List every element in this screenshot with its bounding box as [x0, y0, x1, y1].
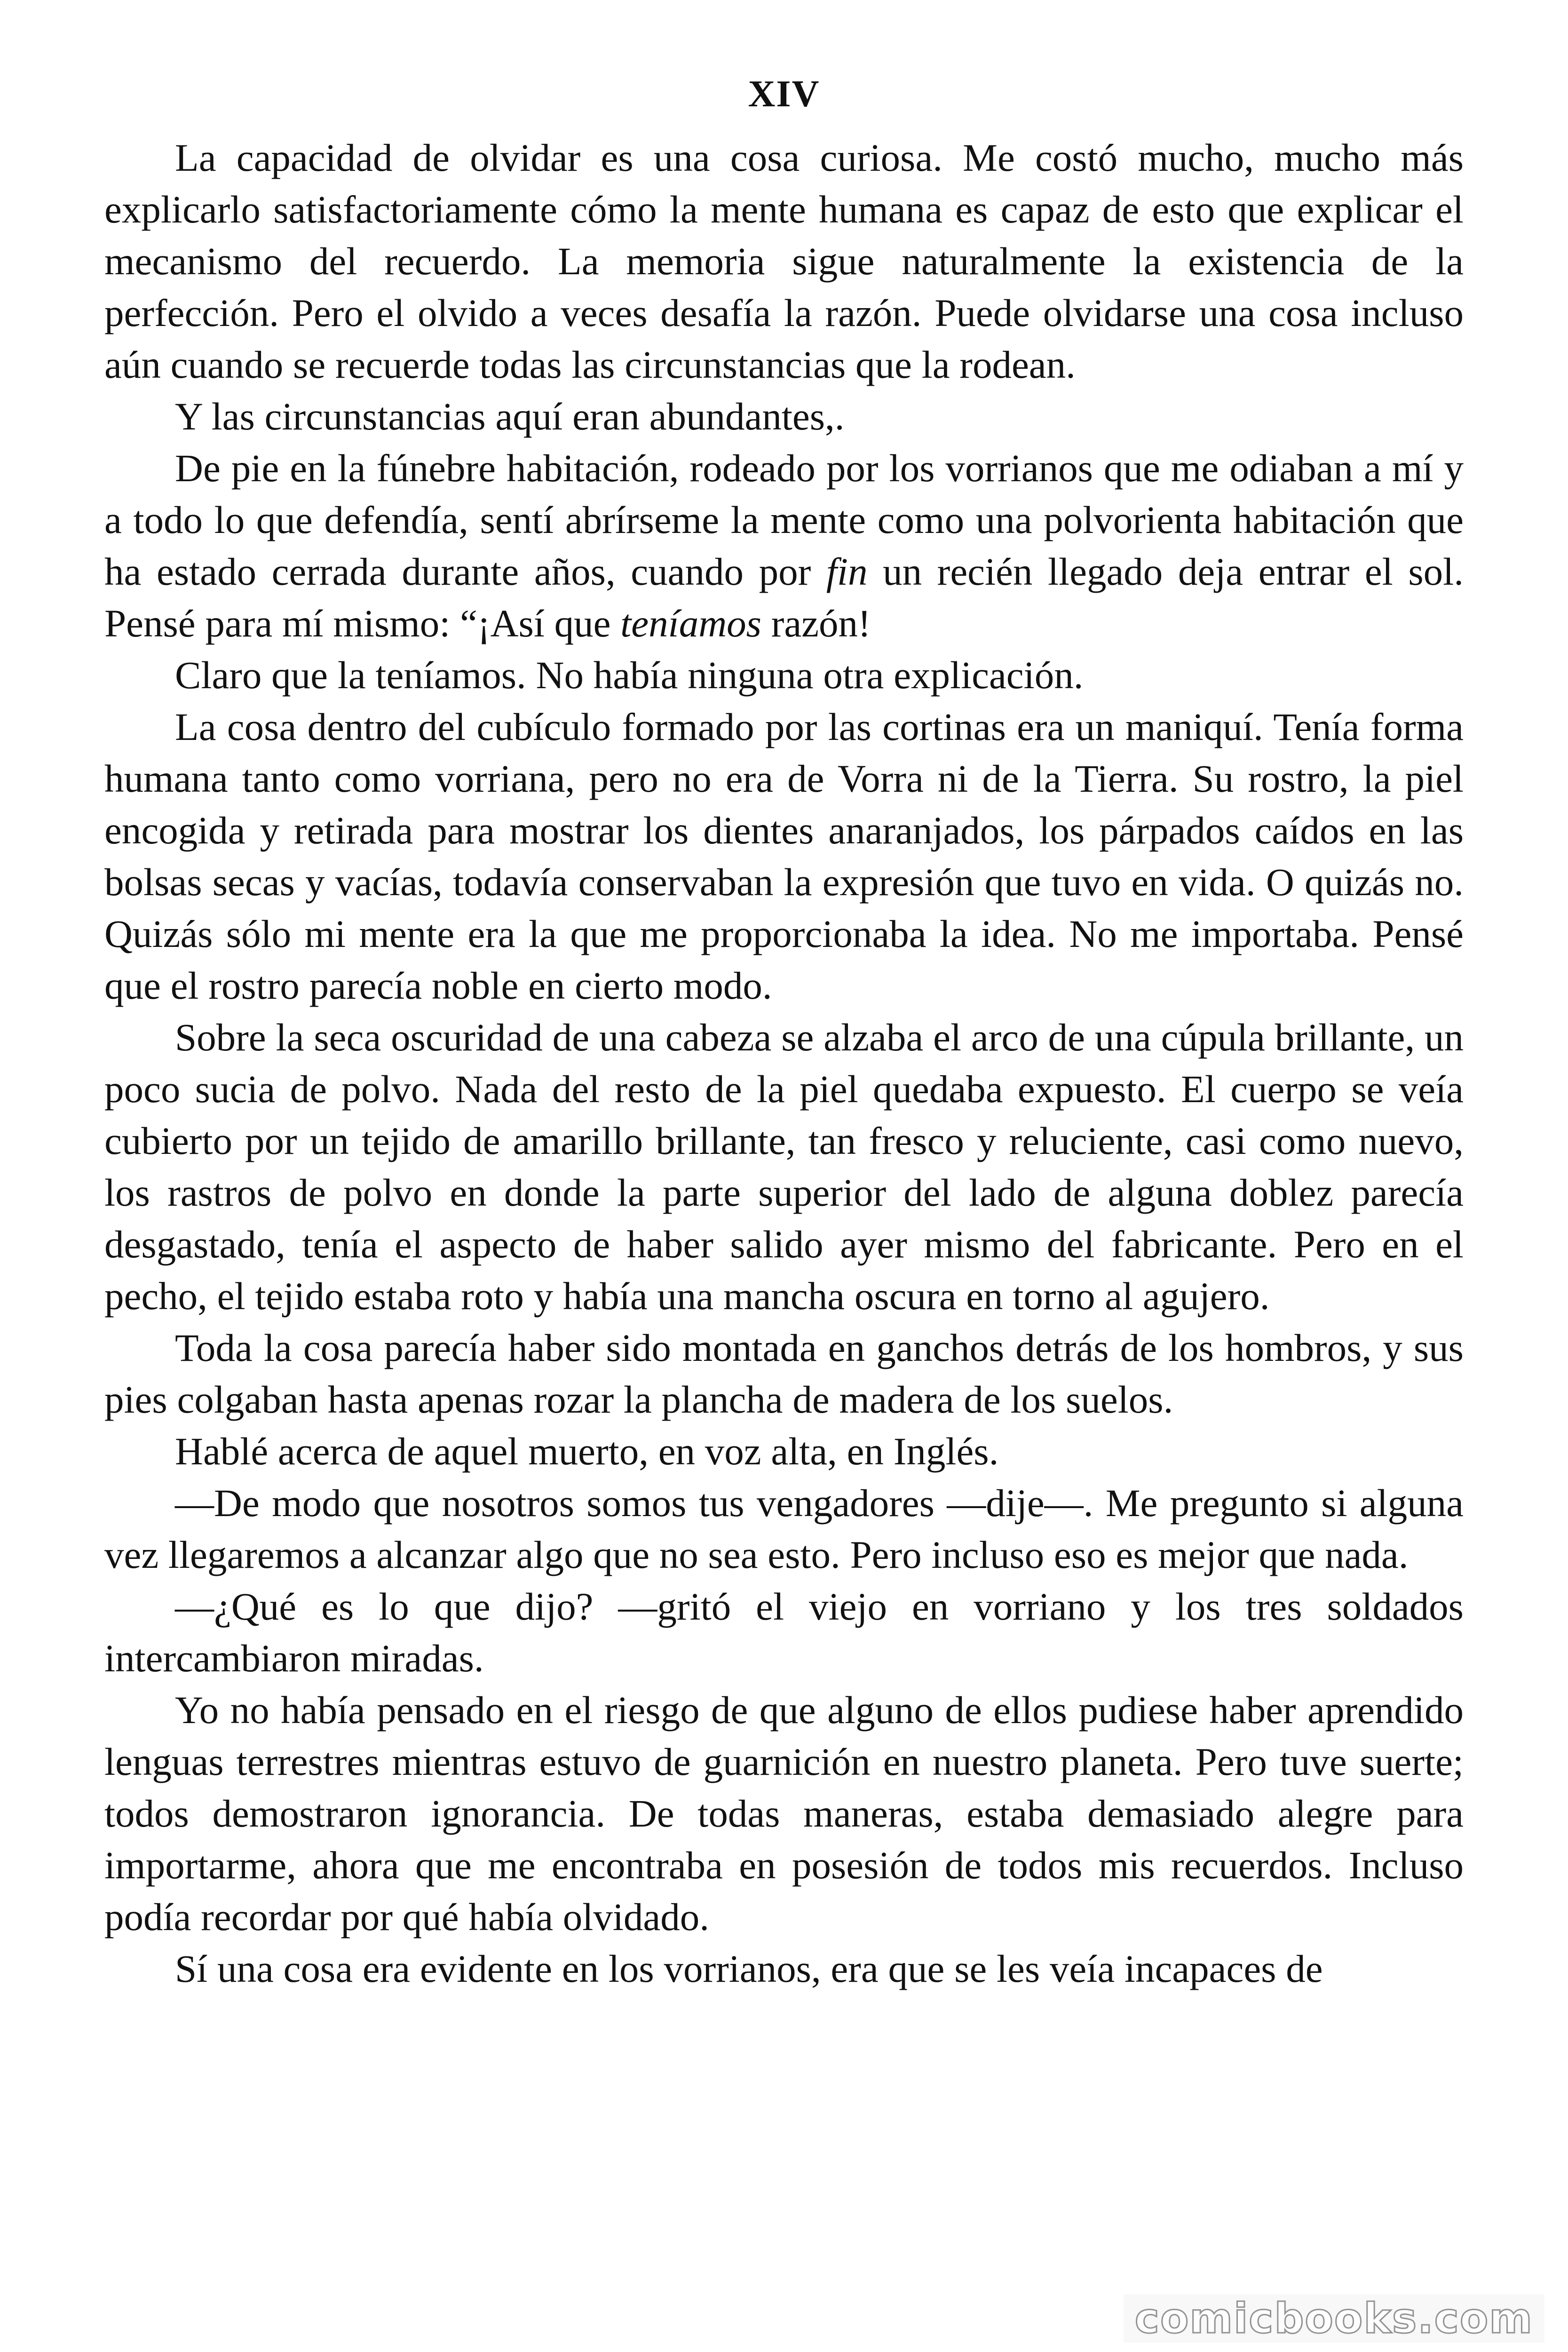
paragraph: [104, 132, 1464, 390]
paragraph: [104, 1425, 1464, 1477]
paragraph-text: razón!: [761, 602, 871, 645]
paragraph-text: De pie en la fúnebre habitación, rodeado por los vorrianos que me odiaban a mí y a todo lo que defendía, sentí abrírseme la mente como una polvorienta habitación que ha estado cerrada durante años, cuando por: [104, 446, 1464, 593]
paragraph-text: —¿Qué es lo que dijo? —gritó el viejo en vorriano y los tres soldados intercambiaron miradas.: [104, 1585, 1464, 1680]
paragraph: [104, 442, 1464, 649]
paragraph-text: La cosa dentro del cubículo formado por las cortinas era un maniquí. Tenía forma humana tanto como vorriana, pero no era de Vorra ni de la Tierra. Su rostro, la piel encogida y retirada para mostrar los dientes anaranjados, los párpados caídos en las bolsas secas y vacías, todavía conservaban la expresión que tuvo en vida. O quizás no. Quizás sólo mi mente era la que me proporcionaba la idea. No me importaba. Pensé que el rostro parecía noble en cierto modo.: [104, 705, 1464, 1007]
paragraph: [104, 1684, 1464, 1943]
paragraph: [104, 649, 1464, 701]
paragraph-text: La capacidad de olvidar es una cosa curiosa. Me costó mucho, mucho más explicarlo satisfactoriamente cómo la mente humana es capaz de esto que explicar el mecanismo del recuerdo. La memoria sigue naturalmente la existencia de la perfección. Pero el olvido a veces desafía la razón. Puede olvidarse una cosa incluso aún cuando se recuerde todas las circunstancias que la rodean.: [104, 136, 1464, 386]
paragraph: [104, 1943, 1464, 1994]
paragraph-text: Yo no había pensado en el riesgo de que alguno de ellos pudiese haber aprendido lenguas terrestres mientras estuvo de guarnición en nuestro planeta. Pero tuve suerte; todos demostraron ignorancia. De todas maneras, estaba demasiado alegre para importarme, ahora que me encontraba en posesión de todos mis recuerdos. Incluso podía recordar por qué había olvidado.: [104, 1688, 1464, 1939]
paragraph: [104, 1477, 1464, 1581]
watermark-logo: comicbooks.com: [1124, 2294, 1544, 2343]
paragraph-text: Hablé acerca de aquel muerto, en voz alta, en Inglés.: [175, 1430, 999, 1473]
paragraph-text: Toda la cosa parecía haber sido montada en ganchos detrás de los hombros, y sus pies colgaban hasta apenas rozar la plancha de madera de los suelos.: [104, 1326, 1464, 1421]
paragraph: [104, 390, 1464, 442]
paragraph-text: Y las circunstancias aquí eran abundantes,.: [175, 395, 845, 438]
paragraph-text: Sí una cosa era evidente en los vorrianos, era que se les veía incapaces de: [175, 1947, 1323, 1990]
italic-text: fin: [826, 550, 868, 593]
paragraph: [104, 1581, 1464, 1684]
paragraph: [104, 1322, 1464, 1425]
paragraph: [104, 701, 1464, 1011]
paragraph-text: —De modo que nosotros somos tus vengadores —dije—. Me pregunto si alguna vez llegaremos a alcanzar algo que no sea esto. Pero incluso eso es mejor que nada.: [104, 1481, 1464, 1576]
paragraph-text: un recién llegado deja entrar el sol. Pensé para mí mismo: “¡Así que: [104, 550, 1464, 645]
italic-text: teníamos: [620, 602, 761, 645]
paragraph: [104, 1011, 1464, 1322]
paragraph-text: Claro que la teníamos. No había ninguna otra explicación.: [175, 653, 1084, 697]
paragraph-text: Sobre la seca oscuridad de una cabeza se alzaba el arco de una cúpula brillante, un poco sucia de polvo. Nada del resto de la piel quedaba expuesto. El cuerpo se veía cubierto por un tejido de amarillo brillante, tan fresco y reluciente, casi como nuevo, los rastros de polvo en donde la parte superior del lado de alguna doblez parecía desgastado, tenía el aspecto de haber salido ayer mismo del fabricante. Pero en el pecho, el tejido estaba roto y había una mancha oscura en torno al agujero.: [104, 1016, 1464, 1318]
chapter-heading: XIV: [748, 73, 820, 115]
body-text: [104, 132, 1464, 1994]
